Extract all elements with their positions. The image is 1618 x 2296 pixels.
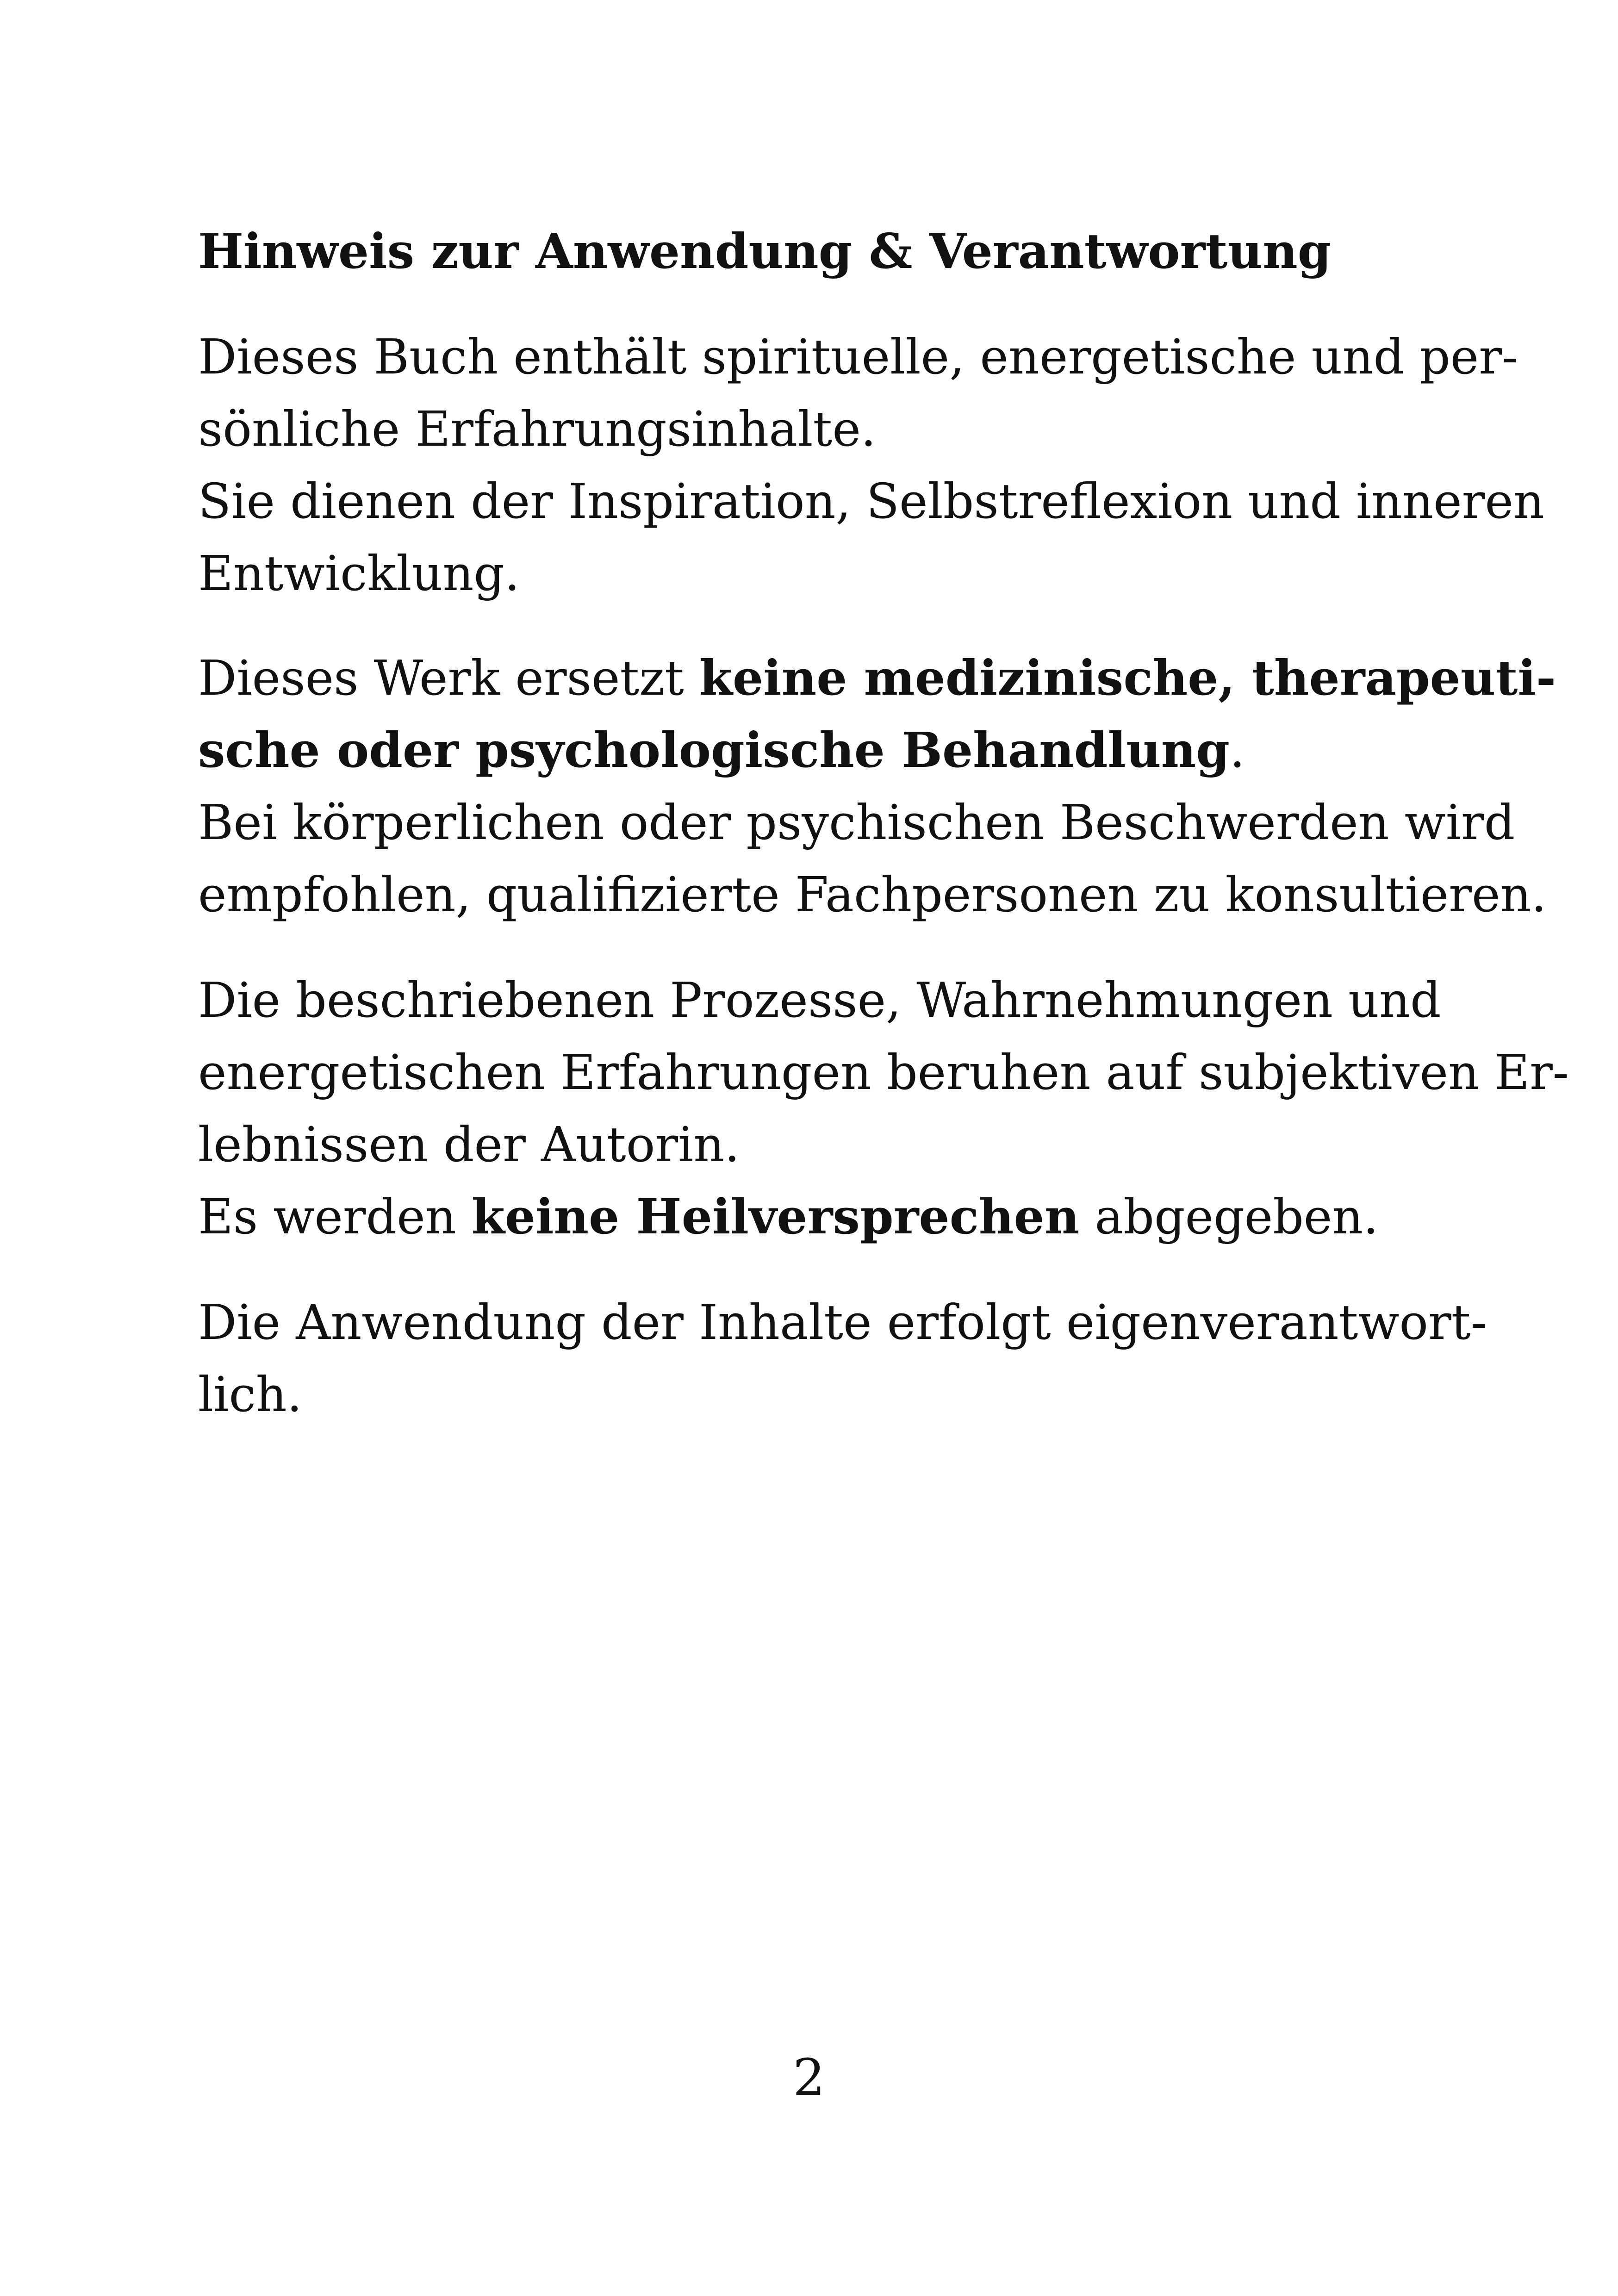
paragraph-2-line-1-text: Dieses Werk ersetzt — [198, 650, 699, 706]
paragraph-1-line-4: Entwicklung. — [198, 545, 520, 602]
paragraph-3-line-4-text-c: abgegeben. — [1079, 1188, 1379, 1245]
paragraph-2-line-3: Bei körperlichen oder psychischen Beschwerden wird — [198, 794, 1515, 851]
paragraph-3-line-4 — [198, 1187, 1401, 1247]
paragraph-1-line-2: sönliche Erfahrungsinhalte. — [198, 401, 876, 457]
paragraph-4-line-1: Die Anwendung der Inhalte erfolgt eigenverantwort- — [198, 1294, 1487, 1350]
paragraph-2-line-1-bold: keine medizinische, therapeuti- — [699, 649, 1556, 706]
paragraph-1-line-3: Sie dienen der Inspiration, Selbstreflexion und inneren — [198, 473, 1544, 529]
paragraph-3-line-3: lebnissen der Autorin. — [198, 1116, 740, 1173]
paragraph-2-line-2 — [198, 720, 1401, 780]
paragraph-2-line-1 — [198, 648, 1556, 708]
paragraph-2-line-4: empfohlen, qualifizierte Fachpersonen zu konsultieren. — [198, 866, 1547, 923]
paragraph-3-line-4-bold: keine Heilversprechen — [471, 1188, 1080, 1245]
paragraph-3-line-2: energetischen Erfahrungen beruhen auf subjektiven Er- — [198, 1044, 1569, 1101]
paragraph-2-line-2-text: . — [1229, 722, 1245, 778]
page-number: 2 — [793, 2048, 825, 2107]
paragraph-2-line-2-bold: sche oder psychologische Behandlung — [198, 722, 1230, 778]
paragraph-3-line-1: Die beschriebenen Prozesse, Wahrnehmungen und — [198, 972, 1441, 1028]
page-heading: Hinweis zur Anwendung & Verantwortung — [198, 223, 1332, 280]
paragraph-4-line-2: lich. — [198, 1366, 302, 1423]
paragraph-3-line-4-text-a: Es werden — [198, 1188, 472, 1245]
paragraph-1-line-1: Dieses Buch enthält spirituelle, energetische und per- — [198, 329, 1518, 385]
